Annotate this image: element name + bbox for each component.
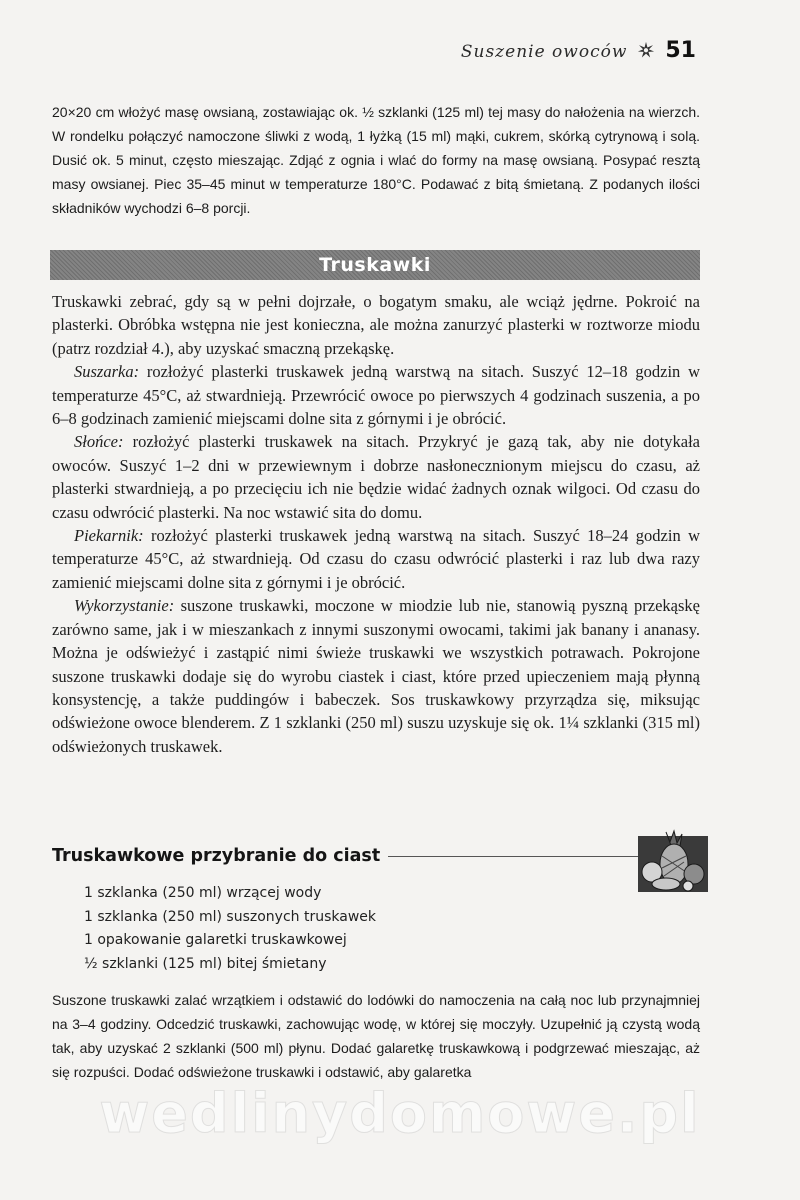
section-banner [50,250,700,280]
ingredient-item: 1 szklanka (250 ml) wrzącej wody [84,885,322,901]
method-term: Wykorzystanie: [74,596,175,616]
running-title: Suszenie owoców [460,42,628,62]
method-paragraph-usage [52,594,700,758]
continued-paragraph: 20×20 cm włożyć masę owsianą, zostawiając ok. ½ szklanki (125 ml) tej masy do nałożenia na wierzch. W rondelku połączyć namoczone śliwki z wodą, 1 łyżką (15 ml) mąki, cukrem, skórką cytrynową i solą. Dusić ok. 5 minut, często mieszając. Zdjąć z ognia i wlać do formy na masę owsianą. Posypać resztą masy owsianej. Piec 35–45 minut w temperaturze 180°C. Podawać z bitą śmietaną. Z podanych ilości składników wychodzi 6–8 porcji. [52,104,700,216]
recipe-header [52,846,682,866]
section-body [52,290,700,758]
method-paragraph-sun [52,430,700,524]
page-number: 51 [665,38,696,63]
method-term: Suszarka: [74,362,140,382]
method-term: Słońce: [74,432,124,452]
method-text: suszone truskawki, moczone w miodzie lub nie, stanowią pyszną przekąskę zarówno same, jak i w mieszankach z innymi suszonymi owocami, takimi jak banany i ananasy. Można je odświeżyć i zastąpić nimi świeże truskawki we wszystkich potrawach. Pokrojone suszone truskawki dodaje się do wyrobu ciastek i ciast, które przed upieczeniem mają płynną konsystencję, a także puddingów i babeczek. Sos truskawkowy przyrządza się, miksując odświeżone owoce blenderem. Z 1 szklanki (250 ml) suszu uzyskuje się ok. 1¼ szklanki (315 ml) odświeżonych truskawek. [52,596,700,756]
ingredient-item: 1 szklanka (250 ml) suszonych truskawek [84,908,376,925]
ingredient-item: 1 opakowanie galaretki truskawkowej [84,932,347,948]
recipe-title-rule [388,856,678,857]
recipe-title: Truskawkowe przybranie do ciast [52,846,381,866]
running-header [461,38,696,63]
method-text: rozłożyć plasterki truskawek jedną warstwą na sitach. Suszyć 12–18 godzin w temperaturze 45°C, aż stwardnieją. Przewrócić owoce po pierwszych 4 godzinach suszenia, a po 6–8 godzinach zamienić miejscami dolne sita z górnymi i je obrócić. [52,362,700,429]
section-title: Truskawki [319,254,431,276]
method-text: rozłożyć plasterki truskawek na sitach. Przykryć je gazą tak, aby nie dotykała owoców. Suszyć 1–2 dni w przewiewnym i dobrze nasłonecznionym miejscu do czasu, aż plasterki stwardnieją, a po przecięciu ich nie będzie widać żadnych oznak wilgoci. Od czasu do czasu odwrócić plasterki. Na noc wstawić sita do domu. [52,432,700,522]
ingredient-item: ½ szklanki (125 ml) bitej śmietany [84,955,327,972]
watermark-text: wedlinydomowe.pl [99,1082,701,1145]
section-intro-paragraph: Truskawki zebrać, gdy są w pełni dojrzałe, o bogatym smaku, ale wciąż jędrne. Pokroić na plasterki. Obróbka wstępna nie jest konieczna, ale można zanurzyć plasterki w roztworze miodu (patrz rozdział 4.), aby uzyskać smaczną przekąskę. [52,292,700,358]
method-text: rozłożyć plasterki truskawek jedną warstwą na sitach. Suszyć 18–24 godzin w temperaturze 45°C, aż stwardnieją. Od czasu do czasu odwrócić plasterki i raz lub dwa razy zamienić miejscami dolne sita z górnymi i je obrócić. [52,526,700,592]
method-paragraph-oven [52,524,700,594]
ingredient-list [84,882,376,976]
recipe-instructions: Suszone truskawki zalać wrzątkiem i odstawić do lodówki do namoczenia na całą noc lub przynajmniej na 3–4 godziny. Odcedzić truskawki, zachowując wodę, w której się moczyły. Uzupełnić ją czystą wodą tak, aby uzyskać 2 szklanki (500 ml) płynu. Dodać galaretkę truskawkową i podgrzewać mieszając, aż się rozpuści. Dodać odświeżone truskawki i odstawić, aby galaretka [52,992,700,1080]
fruit-basket-icon [636,828,710,894]
method-term: Piekarnik: [74,526,144,546]
method-paragraph-dryer [52,360,700,430]
star-ornament-icon [637,41,655,59]
